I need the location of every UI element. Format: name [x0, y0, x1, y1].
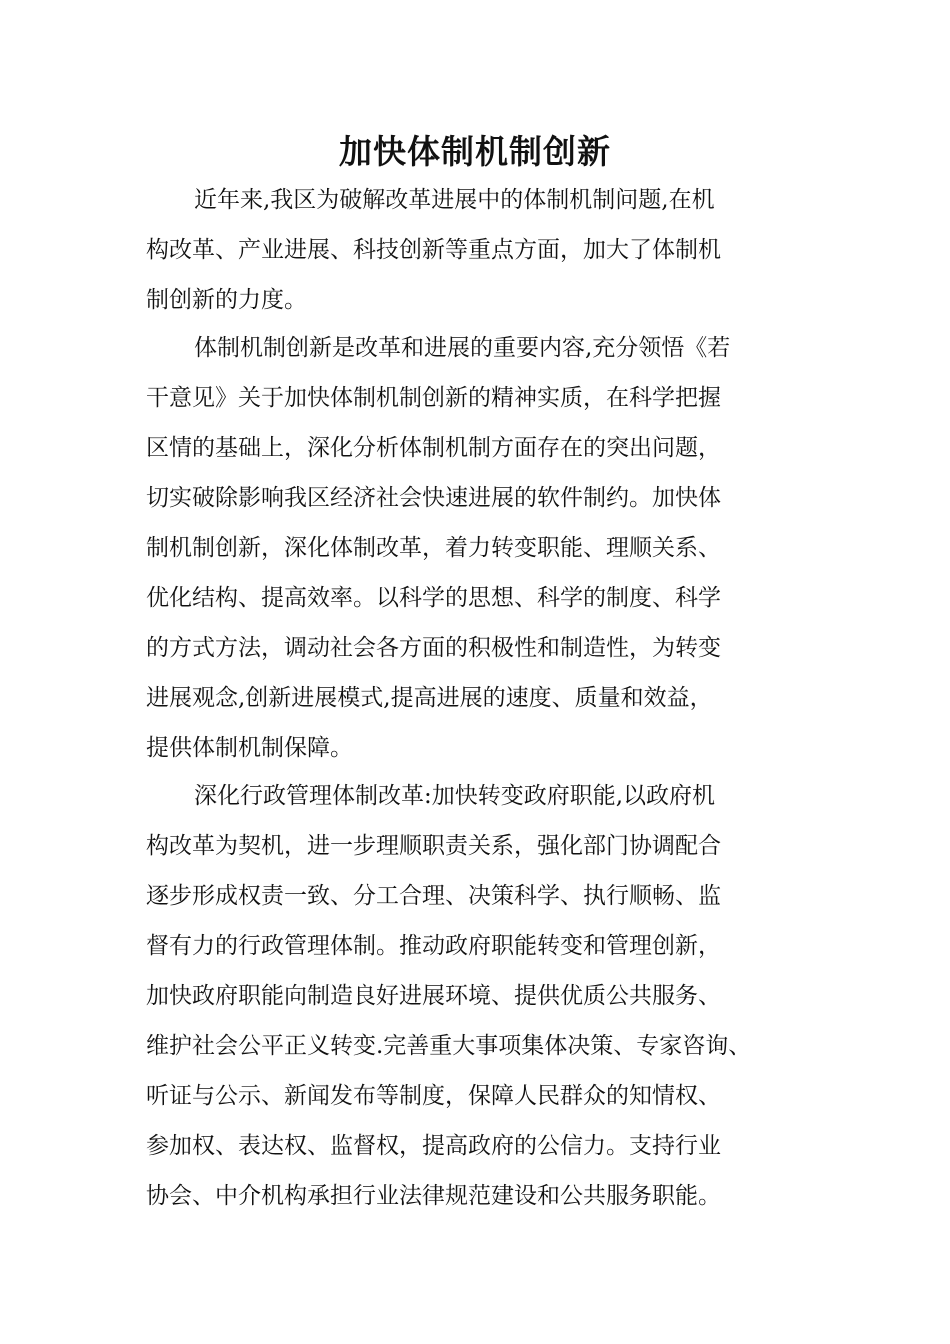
- paragraph-3: [146, 771, 826, 1221]
- text-line: 干意见》关于加快体制机制创新的精神实质，在科学把握: [146, 385, 721, 411]
- text-line: 维护社会公平正义转变.完善重大事项集体决策、专家咨询、: [146, 1033, 752, 1059]
- text-line: 进展观念,创新进展模式,提高进展的速度、质量和效益，: [146, 685, 713, 711]
- text-line: 的方式方法，调动社会各方面的积极性和制造性，为转变: [146, 635, 721, 661]
- text-line: 逐步形成权责一致、分工合理、决策科学、执行顺畅、监: [146, 883, 721, 909]
- text-line: 切实破除影响我区经济社会快速进展的软件制约。加快体: [146, 485, 721, 511]
- text-line: 制创新的力度。: [146, 287, 307, 313]
- text-line: 近年来,我区为破解改革进展中的体制机制问题,在机: [194, 187, 715, 213]
- text-line: 提供体制机制保障。: [146, 735, 353, 761]
- text-line: 协会、中介机构承担行业法律规范建设和公共服务职能。: [146, 1183, 721, 1209]
- text-line: 区情的基础上，深化分析体制机制方面存在的突出问题，: [146, 435, 721, 461]
- text-line: 加快政府职能向制造良好进展环境、提供优质公共服务、: [146, 983, 721, 1009]
- paragraph-2: [146, 323, 826, 773]
- text-line: 构改革为契机，进一步理顺职责关系，强化部门协调配合: [146, 833, 721, 859]
- text-line: 优化结构、提高效率。以科学的思想、科学的制度、科学: [146, 585, 721, 611]
- text-line: 听证与公示、新闻发布等制度，保障人民群众的知情权、: [146, 1083, 721, 1109]
- text-line: 督有力的行政管理体制。推动政府职能转变和管理创新，: [146, 933, 721, 959]
- text-line: 深化行政管理体制改革:加快转变政府职能,以政府机: [194, 783, 716, 809]
- text-line: 体制机制创新是改革和进展的重要内容,充分领悟《若: [194, 335, 731, 361]
- text-line: 构改革、产业进展、科技创新等重点方面，加大了体制机: [146, 237, 721, 263]
- text-line: 制机制创新，深化体制改革，着力转变职能、理顺关系、: [146, 535, 721, 561]
- text-line: 参加权、表达权、监督权，提高政府的公信力。支持行业: [146, 1133, 721, 1159]
- document-title: 加快体制机制创新: [339, 132, 611, 171]
- paragraph-1: [146, 175, 826, 325]
